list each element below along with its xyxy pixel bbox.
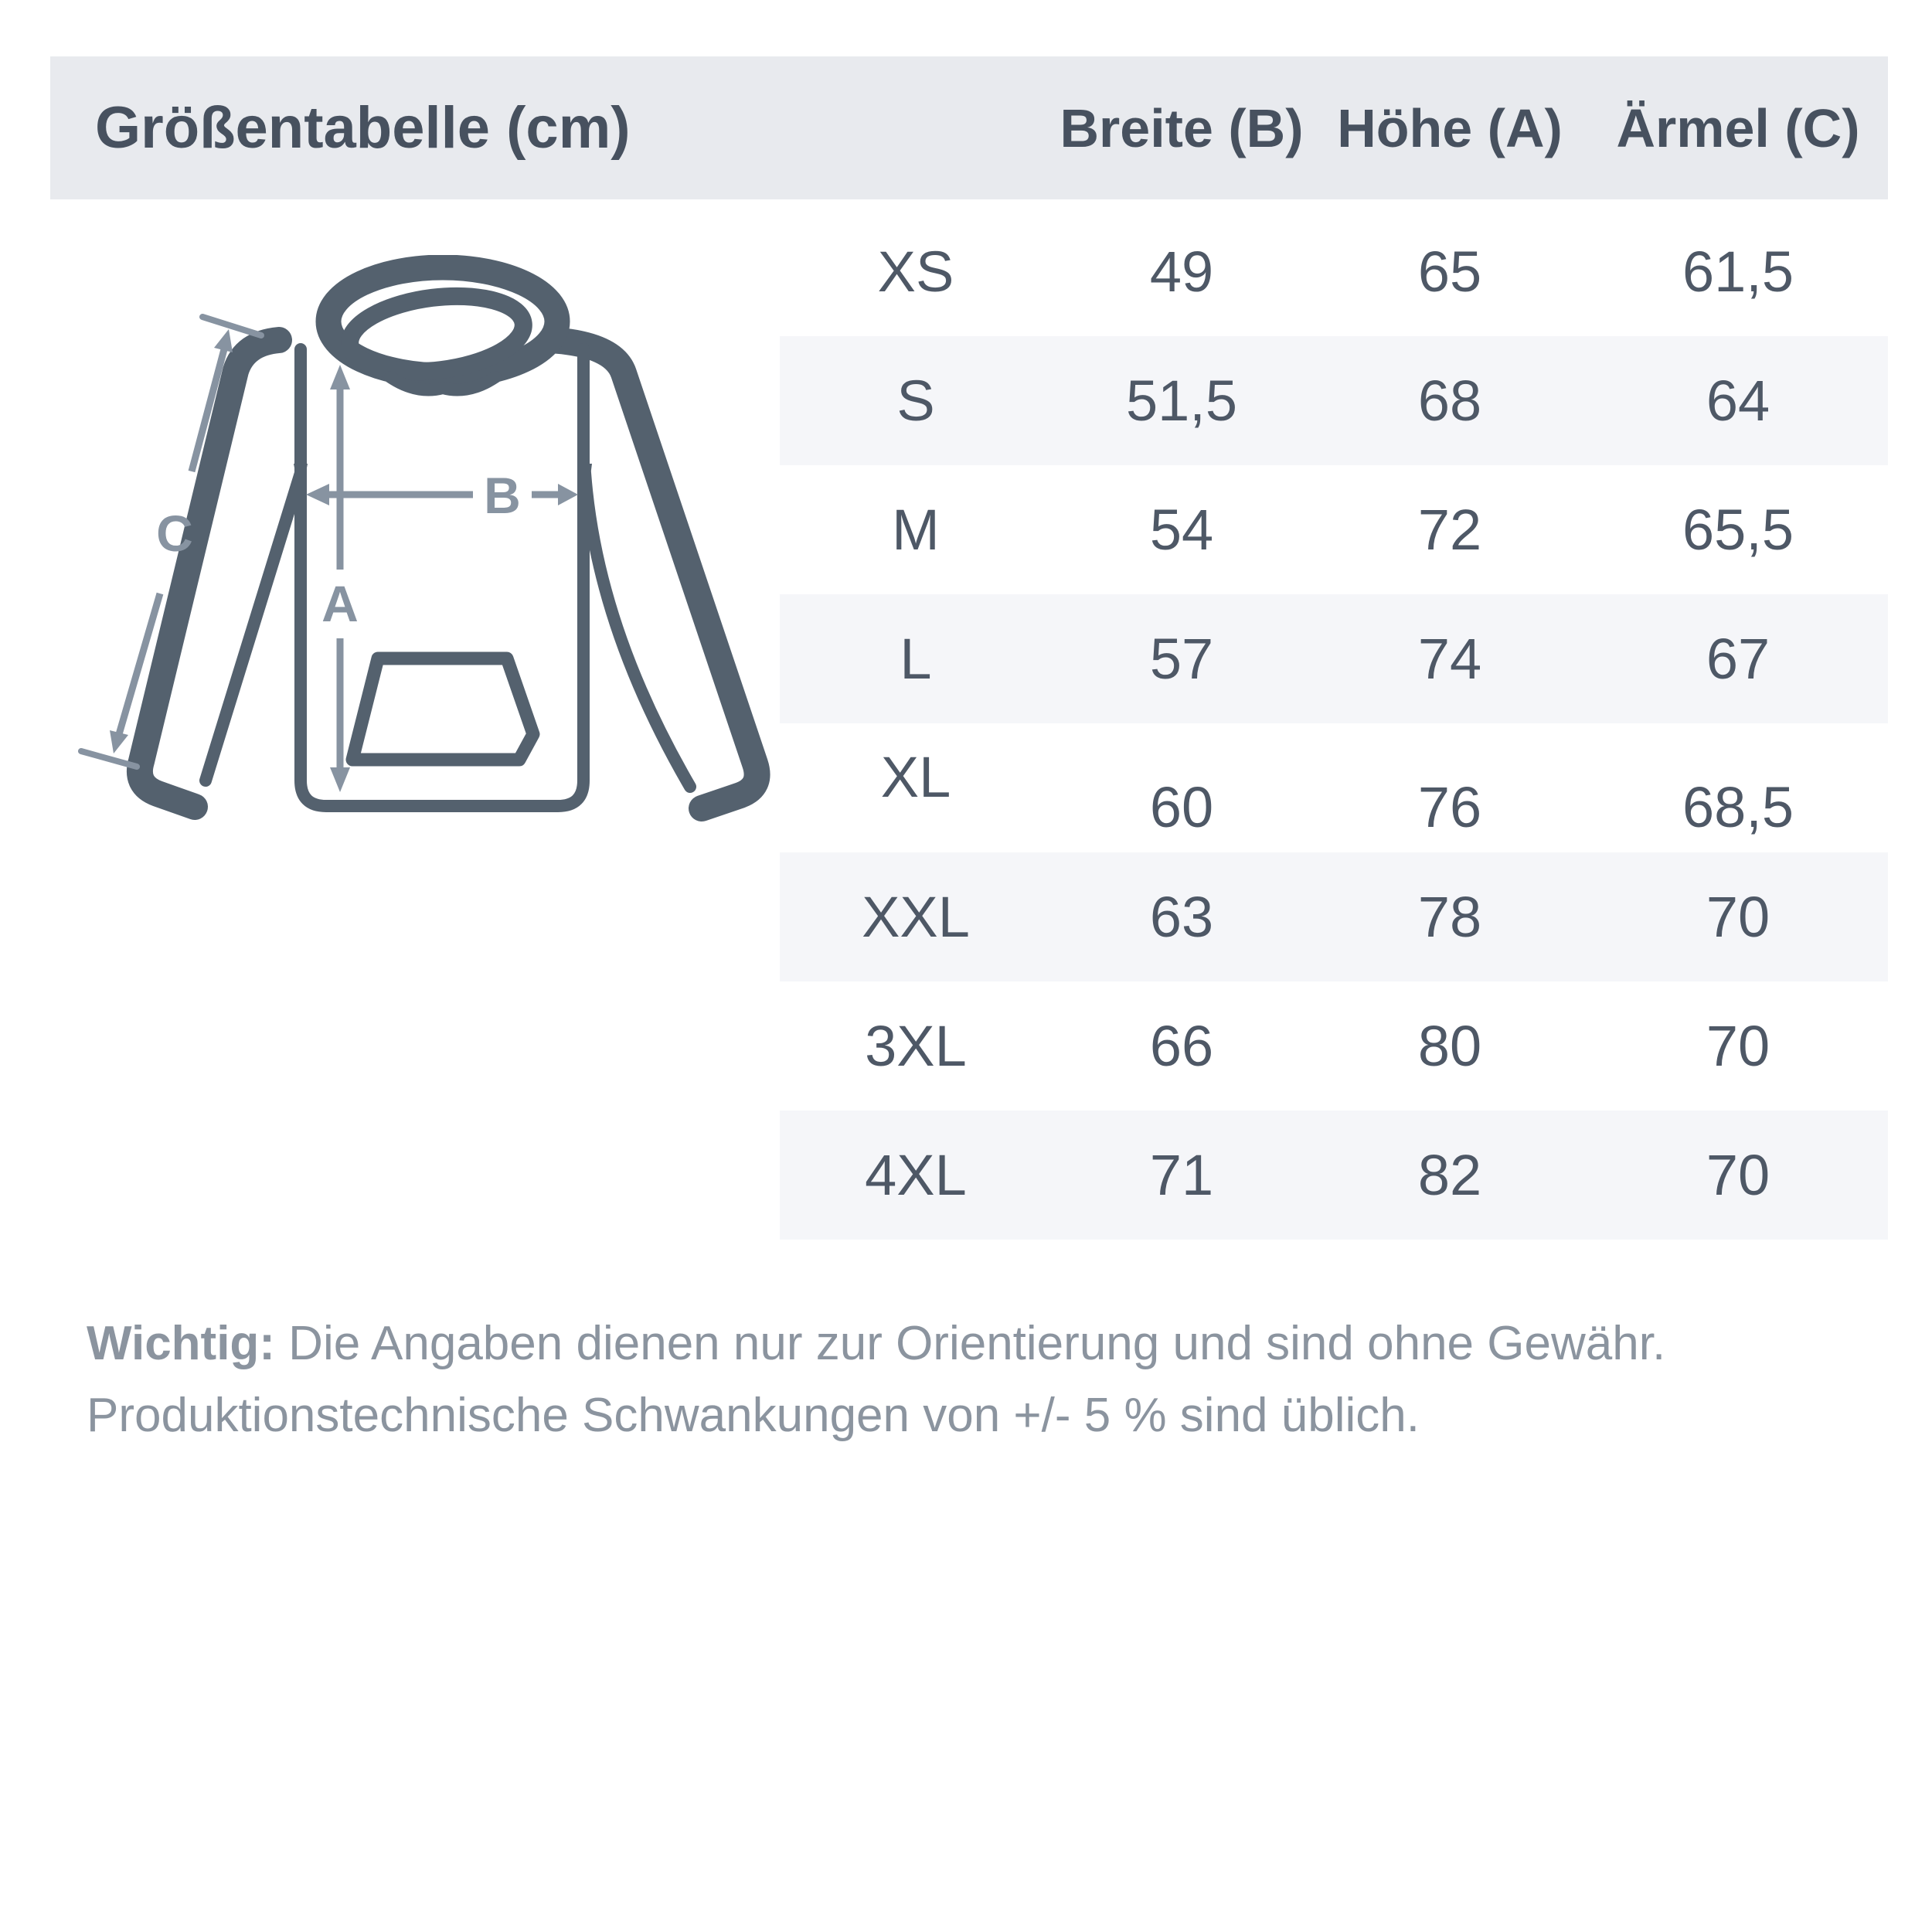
table-row — [780, 336, 1888, 465]
hoodie-left-sleeve-inner-edge — [206, 473, 301, 781]
breite-cell: 57 — [1149, 627, 1214, 691]
table-row — [780, 594, 1888, 723]
table-header-band — [50, 56, 1888, 199]
aermel-cell: 70 — [1706, 1143, 1770, 1207]
breite-cell: 49 — [1149, 240, 1214, 304]
aermel-cell: 68,5 — [1682, 775, 1794, 839]
footer-line-1 — [87, 1308, 1879, 1379]
size-cell: 3XL — [865, 1014, 967, 1078]
page-title: Größentabelle (cm) — [95, 95, 631, 161]
table-row — [780, 723, 1888, 852]
aermel-cell: 61,5 — [1682, 240, 1794, 304]
aermel-cell: 67 — [1706, 627, 1770, 691]
table-row — [780, 1111, 1888, 1240]
breite-cell: 54 — [1149, 498, 1214, 562]
table-row — [780, 981, 1888, 1111]
hoodie-measurement-diagram — [62, 255, 850, 881]
table-row — [780, 207, 1888, 336]
size-cell: 4XL — [865, 1143, 967, 1207]
label-c: C — [156, 505, 193, 562]
hoehe-cell: 76 — [1417, 775, 1482, 839]
hoehe-cell: 80 — [1417, 1014, 1482, 1078]
footer-note — [87, 1308, 1879, 1451]
size-cell: XL — [880, 745, 951, 809]
sleeve-arrow-head-up — [214, 329, 233, 352]
breite-cell: 71 — [1149, 1143, 1214, 1207]
column-header-aermel: Ärmel (C) — [1616, 97, 1860, 158]
aermel-cell: 70 — [1706, 885, 1770, 949]
aermel-cell: 70 — [1706, 1014, 1770, 1078]
height-arrow-head-down — [330, 767, 350, 792]
hoehe-cell: 74 — [1417, 627, 1482, 691]
hoehe-cell: 65 — [1417, 240, 1482, 304]
table-row — [780, 465, 1888, 594]
hoehe-cell: 82 — [1417, 1143, 1482, 1207]
hoodie-pocket — [352, 658, 533, 760]
column-headers — [1052, 97, 1888, 159]
table-row — [780, 852, 1888, 981]
hoehe-cell: 68 — [1417, 369, 1482, 433]
column-header-hoehe: Höhe (A) — [1337, 97, 1563, 158]
hoehe-cell: 72 — [1417, 498, 1482, 562]
footer-line-2: Produktionstechnische Schwankungen von +/- 5 % sind üblich. — [87, 1389, 1420, 1442]
footer-line-1-text: Die Angaben dienen nur zur Orientierung und sind ohne Gewähr. — [274, 1317, 1666, 1370]
breite-cell: 63 — [1149, 885, 1214, 949]
column-header-breite: Breite (B) — [1060, 97, 1304, 158]
sleeve-arrow-head-down — [110, 730, 128, 753]
size-cell: XS — [877, 240, 954, 304]
label-a: A — [321, 575, 359, 632]
hoehe-cell: 78 — [1417, 885, 1482, 949]
width-arrow-head-left — [306, 484, 329, 505]
size-cell: S — [896, 369, 935, 433]
aermel-cell: 64 — [1706, 369, 1770, 433]
breite-cell: 60 — [1149, 775, 1214, 839]
width-arrow-head-right — [558, 484, 578, 505]
breite-cell: 51,5 — [1125, 369, 1238, 433]
size-cell: XXL — [862, 885, 970, 949]
size-cell: L — [900, 627, 932, 691]
height-arrow-head-up — [330, 365, 350, 389]
breite-cell: 66 — [1149, 1014, 1214, 1078]
sleeve-arrow-tick-top — [202, 317, 261, 335]
footer-warning-label: Wichtig: — [87, 1317, 275, 1370]
size-table — [780, 207, 1888, 1240]
label-b: B — [484, 467, 521, 524]
aermel-cell: 65,5 — [1682, 498, 1794, 562]
size-cell: M — [892, 498, 940, 562]
